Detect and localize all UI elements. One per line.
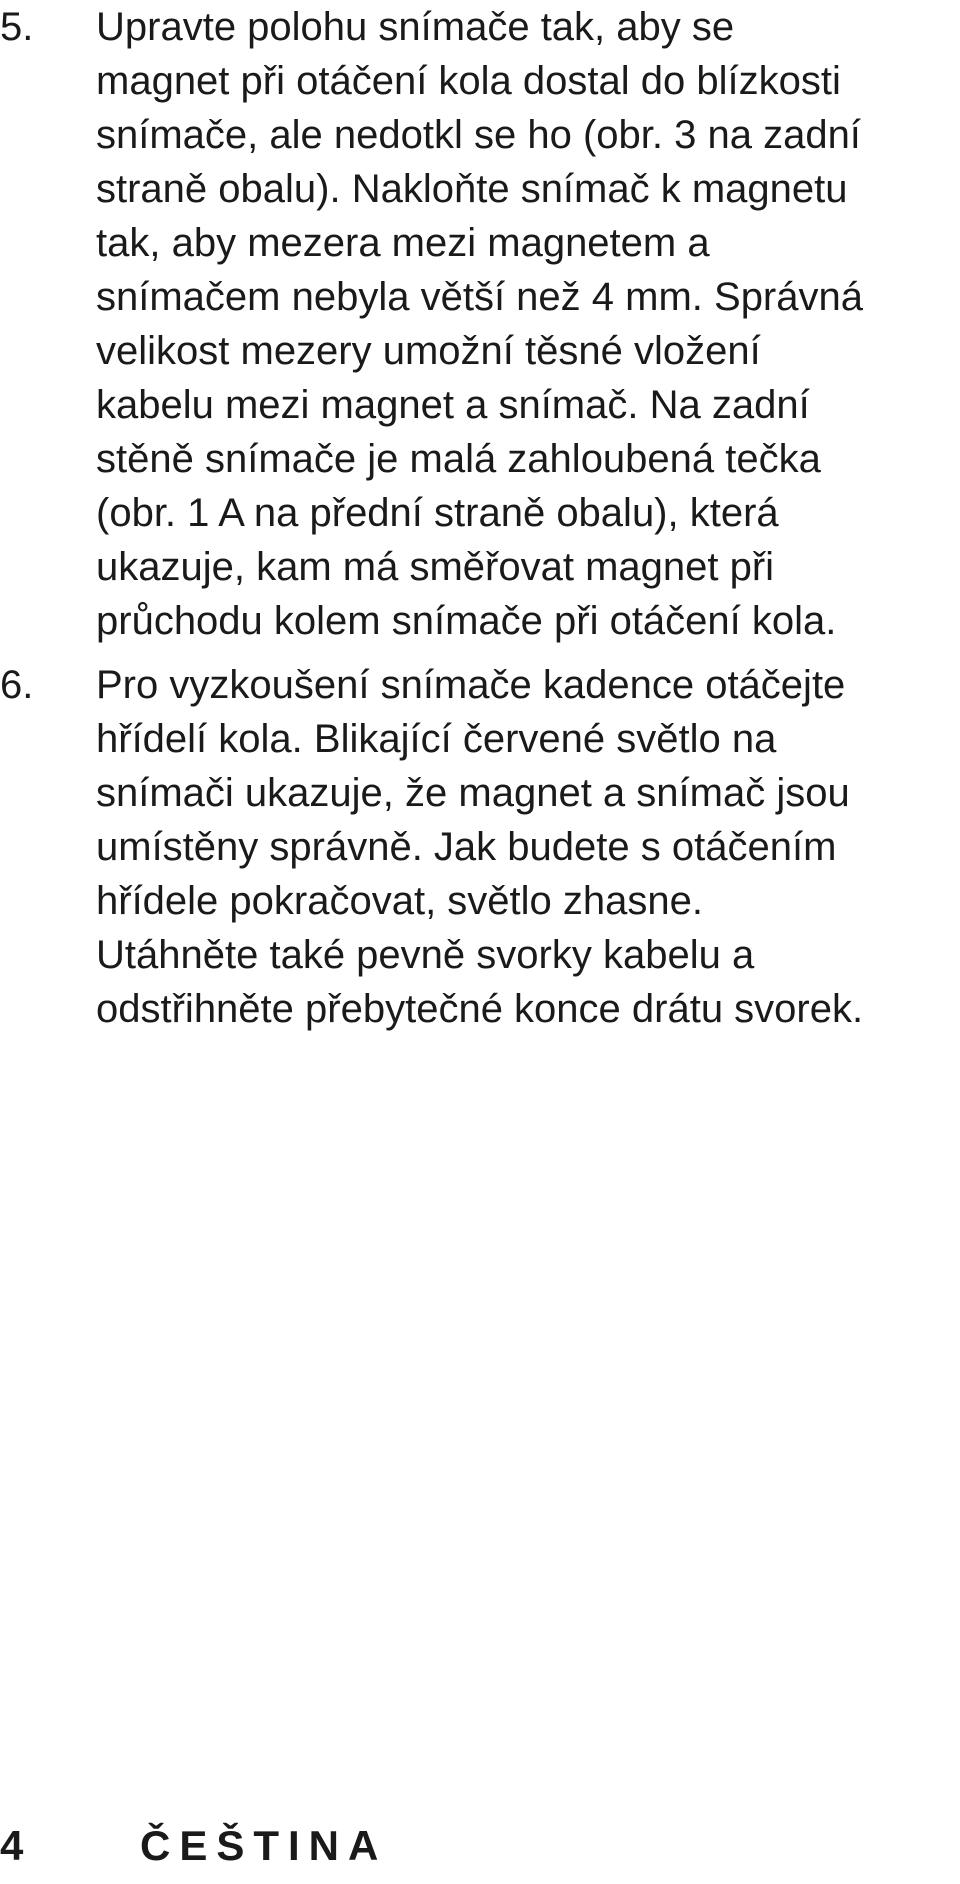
step-number: 5.: [0, 5, 34, 49]
step-number: 6.: [0, 663, 34, 707]
section-title: ČEŠTINA: [140, 1822, 388, 1869]
page-footer: [0, 1822, 387, 1870]
page-number: 4: [0, 1822, 24, 1869]
step-text: Pro vyzkoušení snímače kadence otáčejte hřídelí kola. Blikající červené světlo na snímači ukazuje, že magnet a snímač jsou umístěny správně. Jak budete s otáčením hřídele pokračovat, světlo zhasne. Utáhněte také pevně svorky kabelu a odstřihněte přebytečné konce drátu svorek.: [96, 663, 864, 1031]
instruction-step-6: [0, 658, 960, 1036]
instruction-step-5: [0, 0, 960, 648]
step-text: Upravte polohu snímače tak, aby se magnet při otáčení kola dostal do blízkosti snímače, ale nedotkl se ho (obr. 3 na zadní straně obalu). Nakloňte snímač k magnetu tak, aby mezera mezi magnetem a snímačem nebyla větší než 4 mm. Správná velikost mezery umožní těsné vložení kabelu mezi magnet a snímač. Na zadní stěně snímače je malá zahloubená tečka (obr. 1 A na přední straně obalu), která ukazuje, kam má směřovat magnet při průchodu kolem snímače při otáčení kola.: [96, 5, 863, 643]
